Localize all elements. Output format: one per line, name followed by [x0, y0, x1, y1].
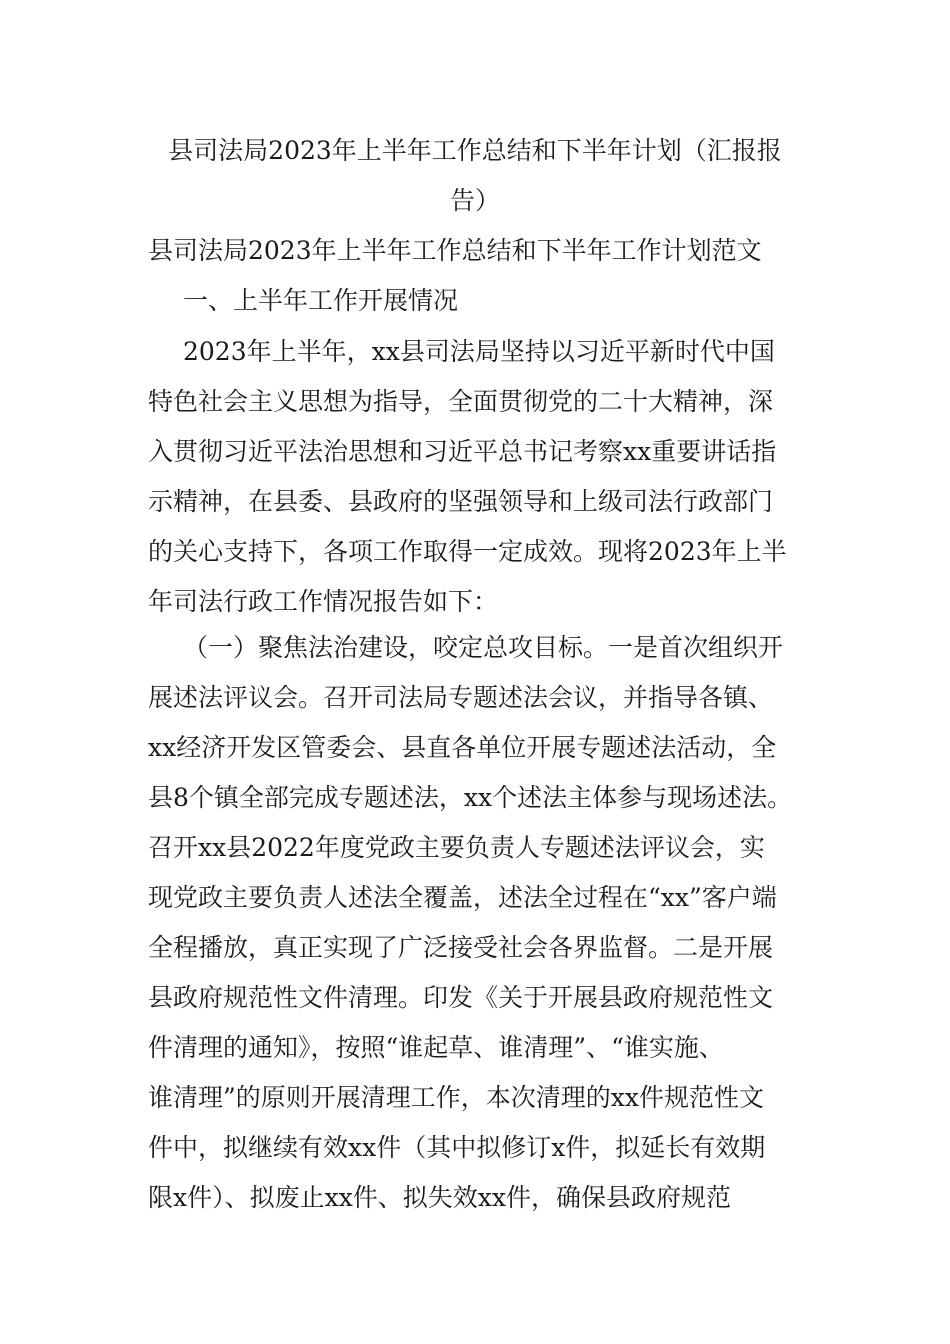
body-line: 县8个镇全部完成专题述法，xx个述法主体参与现场述法。: [148, 783, 793, 812]
body-line: 示精神，在县委、县政府的坚强领导和上级司法行政部门: [148, 487, 774, 516]
body-line: 入贯彻习近平法治思想和习近平总书记考察xx重要讲话指: [148, 437, 777, 466]
body-line: 特色社会主义思想为指导，全面贯彻党的二十大精神，深: [148, 387, 774, 416]
body-line: 展述法评议会。召开司法局专题述法会议，并指导各镇、: [148, 683, 774, 712]
body-line: 的关心支持下，各项工作取得一定成效。现将2023年上半: [148, 537, 787, 566]
body-line: 现党政主要负责人述法全覆盖，述法全过程在“xx”客户端: [148, 883, 777, 912]
body-line: （一）聚焦法治建设，咬定总攻目标。一是首次组织开: [183, 633, 784, 662]
body-line: 限x件）、拟废止xx件、拟失效xx件，确保县政府规范: [148, 1183, 731, 1212]
body-line: 召开xx县2022年度党政主要负责人专题述法评议会，实: [148, 833, 765, 862]
body-line: 件清理的通知》，按照“谁起草、谁清理”、“谁实施、: [148, 1033, 724, 1062]
body-line: 2023年上半年，xx县司法局坚持以习近平新时代中国: [183, 337, 775, 366]
document-title-line-1: 县司法局2023年上半年工作总结和下半年计划（汇报报: [168, 136, 782, 165]
body-line: 谁清理”的原则开展清理工作，本次清理的xx件规范性文: [148, 1083, 764, 1112]
document-title-line-2: 告）: [449, 186, 500, 215]
section-heading: 一、上半年工作开展情况: [183, 286, 459, 315]
body-line: 件中，拟继续有效xx件（其中拟修订x件，拟延长有效期: [148, 1133, 766, 1162]
body-line: xx经济开发区管委会、县直各单位开展专题述法活动，全: [148, 733, 777, 762]
body-line: 县政府规范性文件清理。印发《关于开展县政府规范性文: [148, 983, 774, 1012]
document-subtitle: 县司法局2023年上半年工作总结和下半年工作计划范文: [148, 236, 762, 265]
body-line: 年司法行政工作情况报告如下：: [148, 587, 499, 616]
body-line: 全程播放，真正实现了广泛接受社会各界监督。二是开展: [148, 933, 774, 962]
